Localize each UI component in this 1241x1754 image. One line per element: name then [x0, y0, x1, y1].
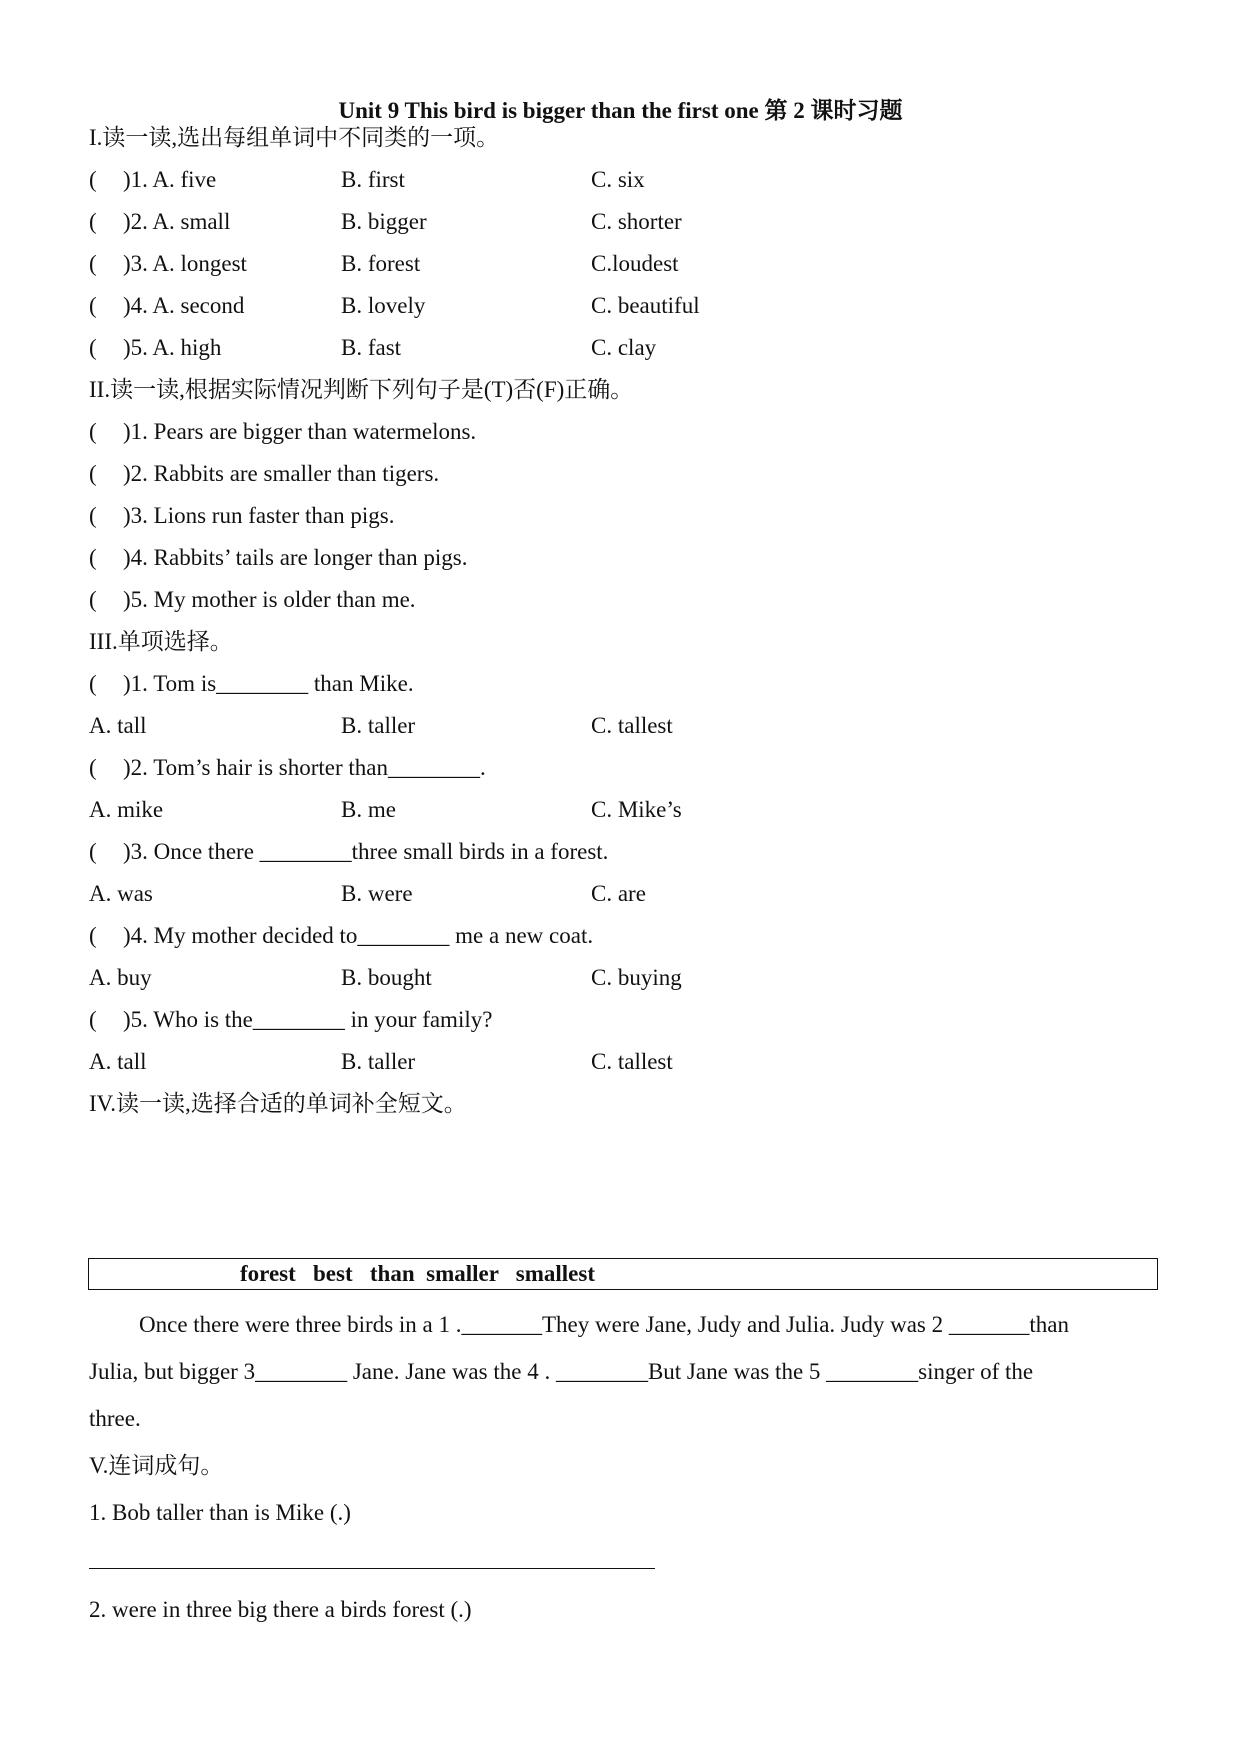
option-b: B. lovely — [341, 293, 426, 318]
option-b: B. fast — [341, 335, 402, 360]
statement-text: )3. Lions run faster than pigs. — [123, 503, 395, 528]
section-5-heading: V.连词成句。 — [89, 1453, 224, 1478]
statement-text: )2. Rabbits are smaller than tigers. — [123, 461, 440, 486]
section-1-heading: I.读一读,选出每组单词中不同类的一项。 — [89, 125, 500, 150]
option-b: B. first — [341, 167, 405, 192]
word-bank-box: forest best than smaller smallest — [88, 1258, 1158, 1290]
worksheet-title: Unit 9 This bird is bigger than the first one 第 2 课时习题 — [338, 98, 903, 123]
answer-line — [89, 1568, 655, 1569]
answer-bracket: ( — [89, 587, 97, 612]
scrambled-sentence: 2. were in three big there a birds forest (.) — [89, 1597, 472, 1622]
answer-bracket: ( — [89, 335, 97, 360]
passage-line-1: Once there were three birds in a 1 ._______They were Jane, Judy and Julia. Judy was 2 _______than — [139, 1312, 1069, 1337]
option-c: C. buying — [591, 965, 682, 990]
option-a: )4. A. second — [123, 293, 245, 318]
section-3-question — [89, 670, 414, 698]
answer-bracket: ( — [89, 419, 97, 444]
answer-bracket: ( — [89, 293, 97, 318]
answer-bracket: ( — [89, 839, 97, 864]
option-a: A. mike — [89, 797, 164, 822]
option-a: A. buy — [89, 965, 152, 990]
option-c: C. six — [591, 167, 645, 192]
answer-bracket: ( — [89, 1007, 97, 1032]
section-2-item — [89, 418, 476, 446]
statement-text: )5. My mother is older than me. — [123, 587, 416, 612]
question-text: )2. Tom’s hair is shorter than________. — [123, 755, 486, 780]
section-3-question — [89, 922, 593, 950]
option-b: B. taller — [341, 1049, 416, 1074]
option-b: B. were — [341, 881, 413, 906]
passage-line-2: Julia, but bigger 3________ Jane. Jane was the 4 . ________But Jane was the 5 ________singer of the — [89, 1359, 1034, 1384]
option-b: B. bigger — [341, 209, 427, 234]
option-b: B. me — [341, 797, 396, 822]
section-3-question — [89, 1006, 492, 1034]
statement-text: )4. Rabbits’ tails are longer than pigs. — [123, 545, 468, 570]
option-c: C. shorter — [591, 209, 682, 234]
answer-bracket: ( — [89, 167, 97, 192]
question-text: )1. Tom is________ than Mike. — [123, 671, 414, 696]
section-3-question — [89, 838, 608, 866]
answer-bracket: ( — [89, 209, 97, 234]
answer-bracket: ( — [89, 923, 97, 948]
option-c: C. clay — [591, 335, 657, 360]
option-a: A. tall — [89, 713, 147, 738]
option-c: C. tallest — [591, 1049, 673, 1074]
option-c: C. are — [591, 881, 646, 906]
passage-line-3: three. — [89, 1406, 141, 1431]
answer-bracket: ( — [89, 503, 97, 528]
option-a: )3. A. longest — [123, 251, 247, 276]
section-2-item — [89, 502, 394, 530]
option-c: C. beautiful — [591, 293, 700, 318]
scrambled-sentence: 1. Bob taller than is Mike (.) — [89, 1500, 351, 1525]
option-c: C. Mike’s — [591, 797, 682, 822]
section-2-item — [89, 460, 439, 488]
option-c: C.loudest — [591, 251, 679, 276]
answer-bracket: ( — [89, 755, 97, 780]
answer-bracket: ( — [89, 251, 97, 276]
option-a: A. tall — [89, 1049, 147, 1074]
section-3-question — [89, 754, 486, 782]
section-2-item — [89, 544, 468, 572]
option-a: )5. A. high — [123, 335, 222, 360]
section-2-heading: II.读一读,根据实际情况判断下列句子是(T)否(F)正确。 — [89, 377, 634, 402]
option-c: C. tallest — [591, 713, 673, 738]
option-b: B. forest — [341, 251, 421, 276]
section-3-heading: III.单项选择。 — [89, 629, 233, 654]
section-2-item — [89, 586, 416, 614]
answer-bracket: ( — [89, 461, 97, 486]
answer-bracket: ( — [89, 545, 97, 570]
statement-text: )1. Pears are bigger than watermelons. — [123, 419, 477, 444]
section-4-heading: IV.读一读,选择合适的单词补全短文。 — [89, 1091, 467, 1116]
question-text: )4. My mother decided to________ me a new coat. — [123, 923, 594, 948]
option-a: )1. A. five — [123, 167, 217, 192]
option-a: )2. A. small — [123, 209, 231, 234]
question-text: )5. Who is the________ in your family? — [123, 1007, 493, 1032]
question-text: )3. Once there ________three small birds in a forest. — [123, 839, 609, 864]
answer-bracket: ( — [89, 671, 97, 696]
option-b: B. taller — [341, 713, 416, 738]
option-a: A. was — [89, 881, 153, 906]
option-b: B. bought — [341, 965, 432, 990]
